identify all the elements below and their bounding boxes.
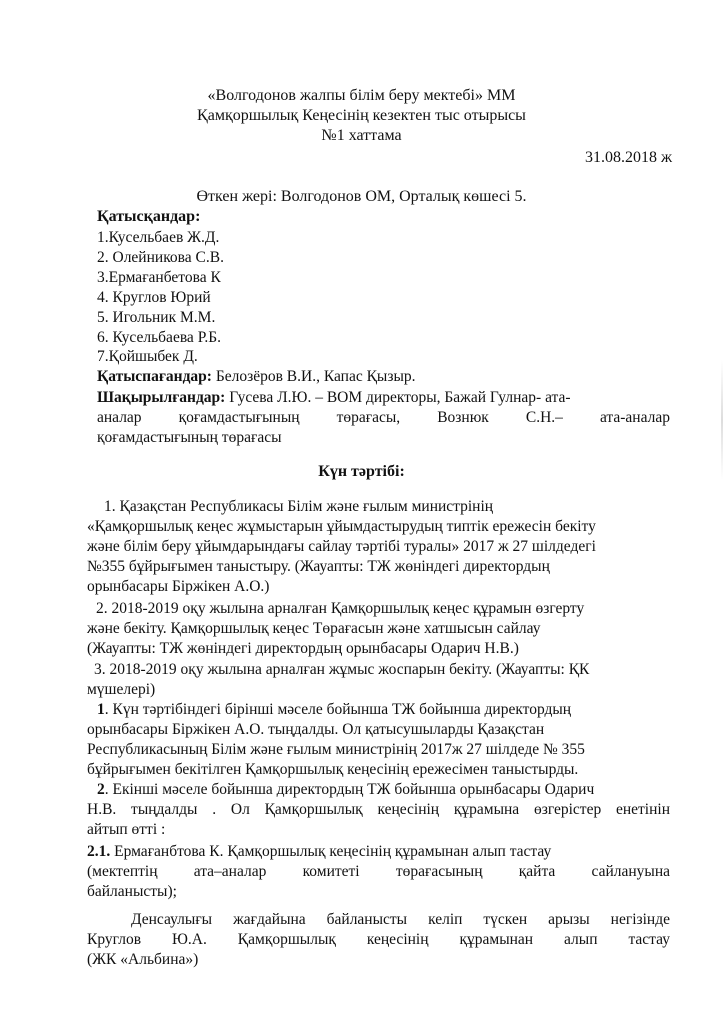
participant-item: 2. Олейникова С.В. bbox=[97, 249, 224, 266]
participants-heading: Қатысқандар: bbox=[97, 208, 201, 225]
discussion-2-1-line: (мектептің ата–аналар комитеті төрағасының қайта сайлануына bbox=[87, 863, 670, 880]
absent-names: Белозёров В.И., Капас Қызыр. bbox=[211, 368, 416, 385]
invited-line-3: қоғамдастығының төрағасы bbox=[97, 429, 282, 446]
participant-item: 1.Кусельбаев Ж.Д. bbox=[97, 229, 220, 246]
invited-line-2: аналар қоғамдастығының төрағасы, Вознюк С.Н.– ата-аналар bbox=[97, 409, 670, 426]
agenda-line: 3. 2018-2019 оқу жылына арналған жұмыс жоспарын бекіту. (Жауапты: ҚК bbox=[94, 661, 590, 678]
protocol-number: №1 хаттама bbox=[321, 127, 402, 144]
participant-item: 5. Игольник М.М. bbox=[97, 309, 216, 326]
meeting-title: Қамқоршылық Кеңесінің кезектен тыс отырысы bbox=[197, 107, 526, 124]
discussion-2-1-number: 2.1. bbox=[87, 843, 111, 860]
discussion-1-line: 1. Күн тәртібіндегі бірінші мәселе бойынша ТЖ бойынша директордың bbox=[97, 701, 572, 718]
discussion-2-line: 2. Екінші мәселе бойынша директордың ТЖ бойынша орынбасары Одарич bbox=[97, 781, 595, 798]
agenda-line: (Жауапты: ТЖ жөніндегі директордың орынбасары Одарич Н.В.) bbox=[87, 640, 519, 657]
agenda-title: Күн тәртібі: bbox=[318, 463, 405, 480]
document-date: 31.08.2018 ж bbox=[584, 149, 672, 166]
participant-item: 4. Круглов Юрий bbox=[97, 289, 211, 306]
agenda-line: «Қамқоршылық кеңес жұмыстарын ұйымдастырудың типтік ережесін бекіту bbox=[87, 518, 596, 535]
agenda-line: орынбасары Біржікен А.О.) bbox=[87, 578, 270, 595]
agenda-line: 2. 2018-2019 оқу жылына арналған Қамқоршылық кеңес құрамын өзгерту bbox=[96, 600, 585, 617]
discussion-2-2-line: Круглов Ю.А. Қамқоршылық кеңесінің құрамынан алып тастау bbox=[87, 931, 670, 948]
participant-item: 7.Қойшыбек Д. bbox=[97, 348, 198, 365]
invited-names: Гусева Л.Ю. – ВОМ директоры, Бажай Гулнар- ата- bbox=[225, 389, 571, 406]
agenda-line: №355 бұйрығымен таныстыру. (Жауапты: ТЖ жөніндегі директордың bbox=[87, 558, 550, 575]
meeting-location: Өткен жері: Волгодонов ОМ, Орталық көшесі 5. bbox=[196, 188, 527, 205]
discussion-2-2-line: (ЖК «Альбина») bbox=[87, 951, 199, 968]
discussion-2-line: айтып өтті : bbox=[87, 821, 166, 838]
discussion-2-number: 2 bbox=[97, 781, 105, 798]
invited-line-1 bbox=[97, 388, 670, 407]
agenda-line: мүшелері) bbox=[87, 681, 156, 698]
absent-label: Қатыспағандар: bbox=[97, 368, 212, 385]
discussion-1-line: Республикасының Білім және ғылым министрінің 2017ж 27 шілдеде № 355 bbox=[87, 741, 585, 758]
discussion-2-1-line: байланысты); bbox=[87, 883, 177, 900]
school-name: «Волгодонов жалпы білім беру мектебі» ММ bbox=[207, 87, 516, 104]
participant-item: 6. Кусельбаева Р.Б. bbox=[97, 329, 222, 346]
discussion-1-number: 1 bbox=[97, 701, 105, 718]
agenda-line: 1. Қазақстан Республикасы Білім және ғылым министрінің bbox=[104, 498, 494, 515]
participant-item: 3.Ермағанбетова К bbox=[97, 269, 221, 286]
discussion-2-1-line: 2.1. Ермағанбтова К. Қамқоршылық кеңесінің құрамынан алып тастау bbox=[87, 843, 552, 860]
discussion-1-line: бұйрығымен бекітілген Қамқоршылық кеңесінің ережесімен таныстырды. bbox=[87, 761, 579, 778]
discussion-2-line: Н.В. тыңдалды . Ол Қамқоршылық кеңесінің құрамына өзгерістер енетінін bbox=[87, 801, 670, 818]
invited-label: Шақырылғандар: bbox=[97, 389, 226, 406]
absent-line bbox=[97, 367, 416, 386]
discussion-1-line: орынбасары Біржікен А.О. тыңдалды. Ол қатысушыларды Қазақстан bbox=[87, 721, 545, 738]
discussion-2-2-line: Денсаулығы жағдайына байланысты келіп түскен арызы негізінде bbox=[131, 911, 670, 928]
agenda-line: және бекіту. Қамқоршылық кеңес Төрағасын және хатшысын сайлау bbox=[87, 620, 541, 637]
agenda-line: және білім беру ұйымдарындағы сайлау тәртібі туралы» 2017 ж 27 шілдедегі bbox=[87, 538, 596, 555]
